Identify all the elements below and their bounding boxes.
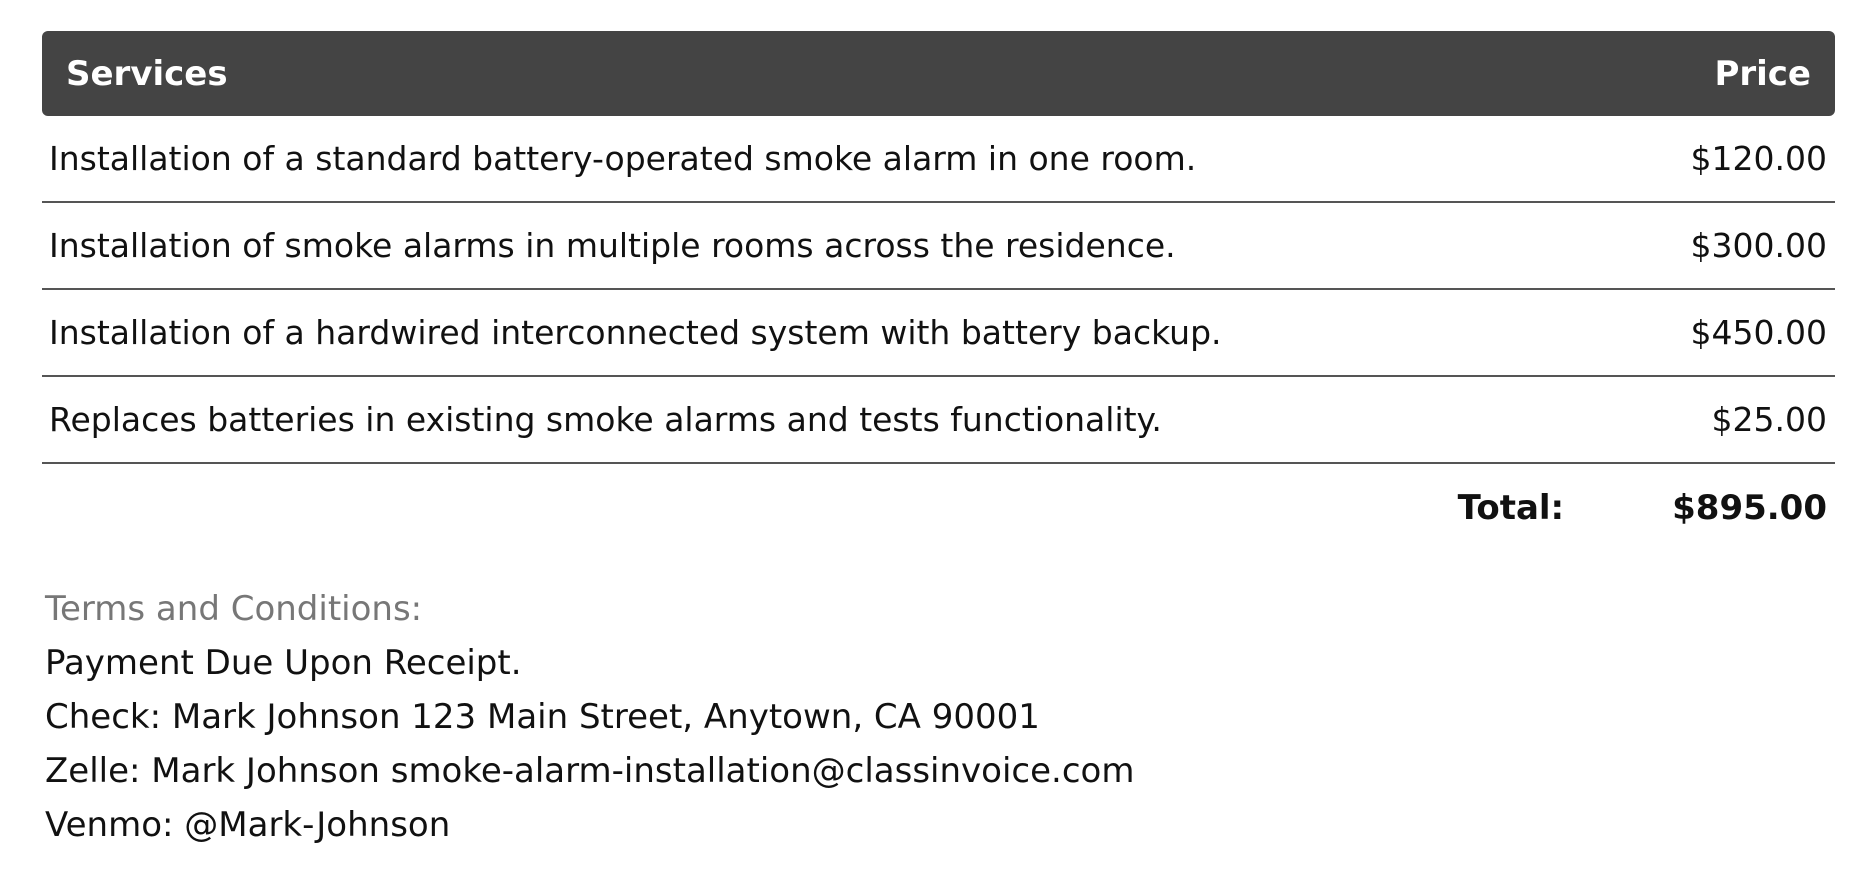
payment-due-line: Payment Due Upon Receipt. [45, 643, 522, 683]
total-row [42, 464, 1835, 551]
service-description: Installation of a standard battery-operated smoke alarm in one room. [49, 139, 1197, 178]
service-price: $300.00 [1690, 226, 1827, 265]
service-description: Installation of smoke alarms in multiple rooms across the residence. [49, 226, 1176, 265]
table-row [42, 377, 1835, 464]
terms-section [45, 582, 1134, 852]
check-payment-line: Check: Mark Johnson 123 Main Street, Anytown, CA 90001 [45, 697, 1040, 737]
service-price: $120.00 [1690, 139, 1827, 178]
service-price: $25.00 [1711, 400, 1827, 439]
table-row [42, 116, 1835, 203]
total-label: Total: [1457, 487, 1565, 528]
service-price: $450.00 [1690, 313, 1827, 352]
table-row [42, 203, 1835, 290]
total-value: $895.00 [1672, 487, 1827, 528]
zelle-payment-line: Zelle: Mark Johnson smoke-alarm-installation@classinvoice.com [45, 751, 1135, 791]
service-description: Replaces batteries in existing smoke alarms and tests functionality. [49, 400, 1162, 439]
venmo-payment-line: Venmo: @Mark-Johnson [45, 805, 451, 845]
services-table [42, 31, 1835, 551]
table-header [42, 31, 1835, 116]
table-row [42, 290, 1835, 377]
price-column-header: Price [1714, 53, 1811, 94]
terms-heading: Terms and Conditions: [45, 589, 423, 629]
services-column-header: Services [66, 53, 228, 94]
service-description: Installation of a hardwired interconnected system with battery backup. [49, 313, 1222, 352]
